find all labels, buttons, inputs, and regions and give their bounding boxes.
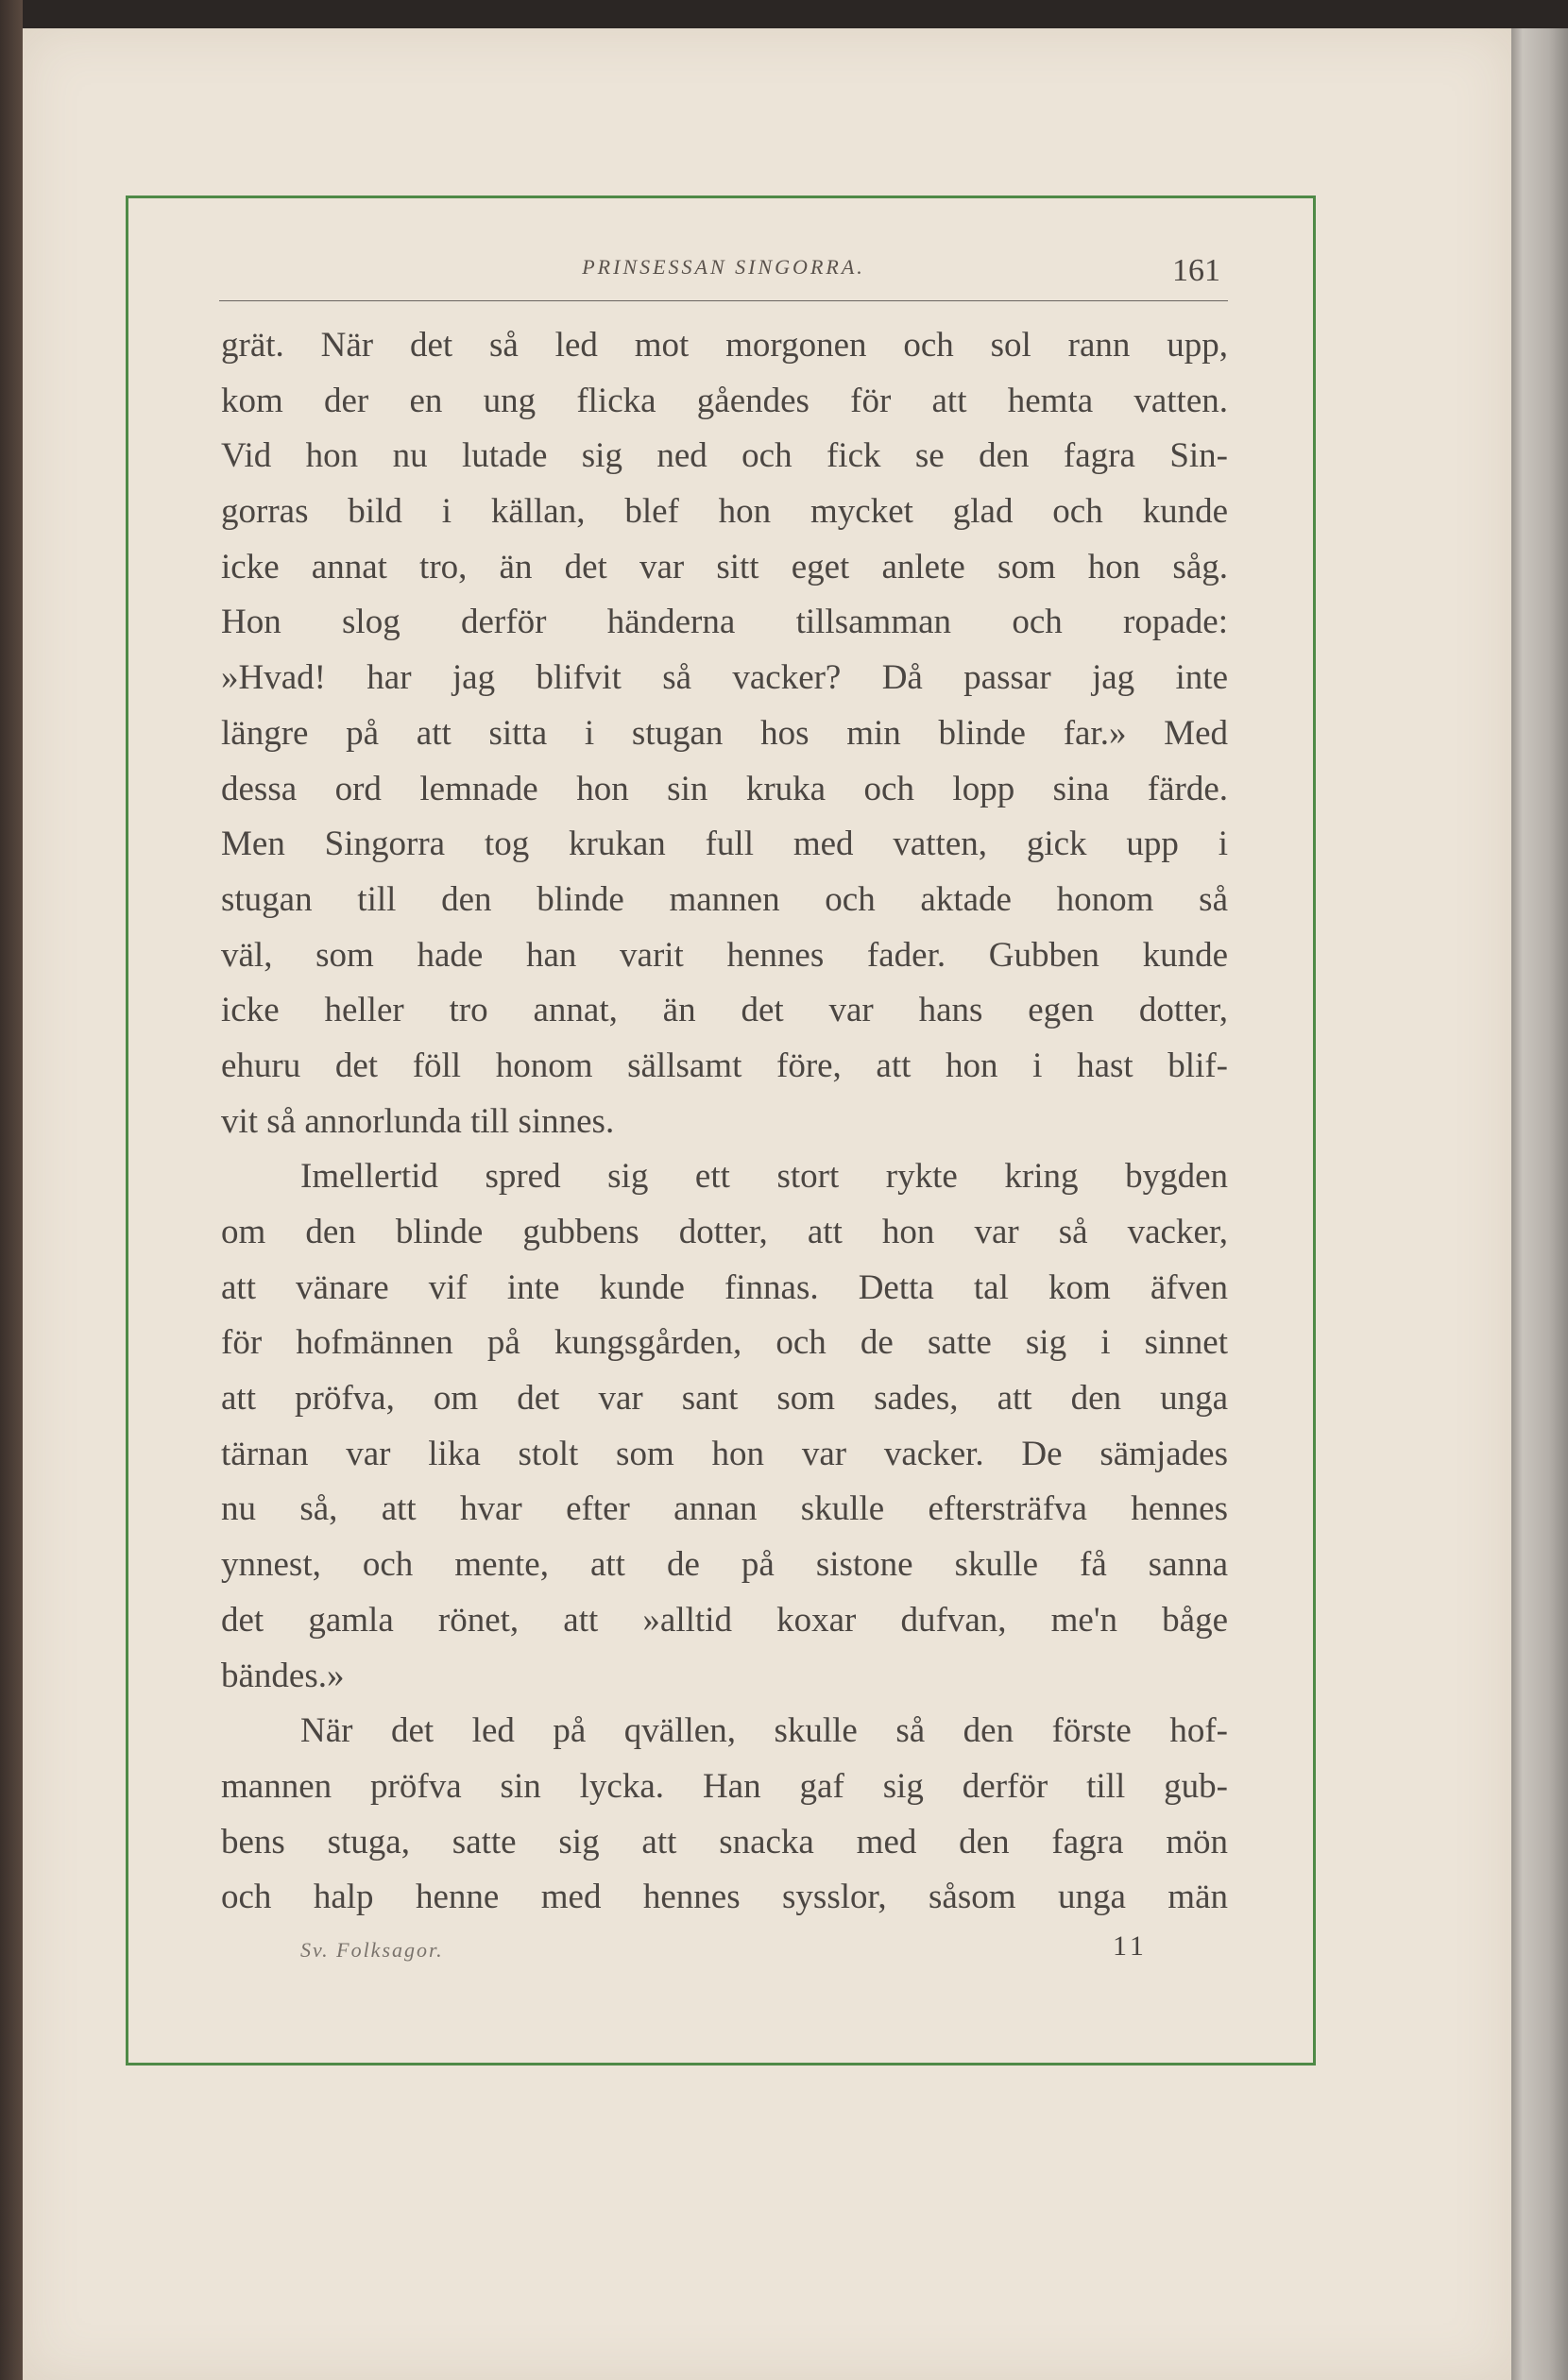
text-line: Vid hon nu lutade sig ned och fick se den fagra Sin- <box>221 436 1228 476</box>
scan-top-border <box>0 0 1568 28</box>
page-stack-edge <box>1511 28 1568 2380</box>
text-line: och halp henne med hennes sysslor, såsom unga män <box>221 1878 1228 1917</box>
signature-mark: Sv. Folksagor. <box>300 1938 444 1962</box>
sheet-number: 11 <box>1113 1930 1148 1962</box>
text-line: längre på att sitta i stugan hos min blinde far.» Med <box>221 713 1228 753</box>
running-title: PRINSESSAN SINGORRA. <box>582 255 865 279</box>
text-line: väl, som hade han varit hennes fader. Gubben kunde <box>221 935 1228 975</box>
text-line: Imellertid spred sig ett stort rykte kring bygden <box>300 1157 1228 1197</box>
page-number: 161 <box>1172 253 1220 288</box>
body-text <box>221 318 1228 1926</box>
text-line: stugan till den blinde mannen och aktade honom så <box>221 879 1228 919</box>
text-line: gorras bild i källan, blef hon mycket glad och kunde <box>221 492 1228 532</box>
text-line: Hon slog derför händerna tillsamman och ropade: <box>221 603 1228 642</box>
text-line: det gamla rönet, att »alltid koxar dufvan, me'n båge <box>221 1600 1228 1640</box>
text-line: bändes.» <box>221 1656 345 1695</box>
text-line: dessa ord lemnade hon sin kruka och lopp sina färde. <box>221 769 1228 808</box>
text-line: grät. När det så led mot morgonen och sol rann upp, <box>221 326 1228 365</box>
text-line: kom der en ung flicka gåendes för att hemta vatten. <box>221 381 1228 420</box>
text-line: När det led på qvällen, skulle så den förste hof- <box>300 1711 1228 1751</box>
text-line: nu så, att hvar efter annan skulle eftersträfva hennes <box>221 1489 1228 1529</box>
text-line: »Hvad! har jag blifvit så vacker? Då passar jag inte <box>221 658 1228 698</box>
text-line: icke annat tro, än det var sitt eget anlete som hon såg. <box>221 547 1228 586</box>
text-line: tärnan var lika stolt som hon var vacker. De sämjades <box>221 1434 1228 1473</box>
text-line: att vänare vif inte kunde finnas. Detta tal kom äfven <box>221 1267 1228 1307</box>
book-spine-edge <box>0 0 23 2380</box>
text-line: för hofmännen på kungsgården, och de satte sig i sinnet <box>221 1323 1228 1363</box>
text-line: Men Singorra tog krukan full med vatten, gick upp i <box>221 824 1228 864</box>
text-line: bens stuga, satte sig att snacka med den fagra mön <box>221 1822 1228 1862</box>
text-line: ynnest, och mente, att de på sistone skulle få sanna <box>221 1545 1228 1585</box>
text-line: om den blinde gubbens dotter, att hon var så vacker, <box>221 1213 1228 1251</box>
text-line: ehuru det föll honom sällsamt före, att hon i hast blif- <box>221 1046 1228 1085</box>
text-line: icke heller tro annat, än det var hans egen dotter, <box>221 991 1228 1030</box>
running-head <box>219 244 1228 301</box>
text-line: att pröfva, om det var sant som sades, att den unga <box>221 1379 1228 1419</box>
text-line: vit så annorlunda till sinnes. <box>221 1101 615 1141</box>
text-line: mannen pröfva sin lycka. Han gaf sig derför till gub- <box>221 1766 1228 1806</box>
